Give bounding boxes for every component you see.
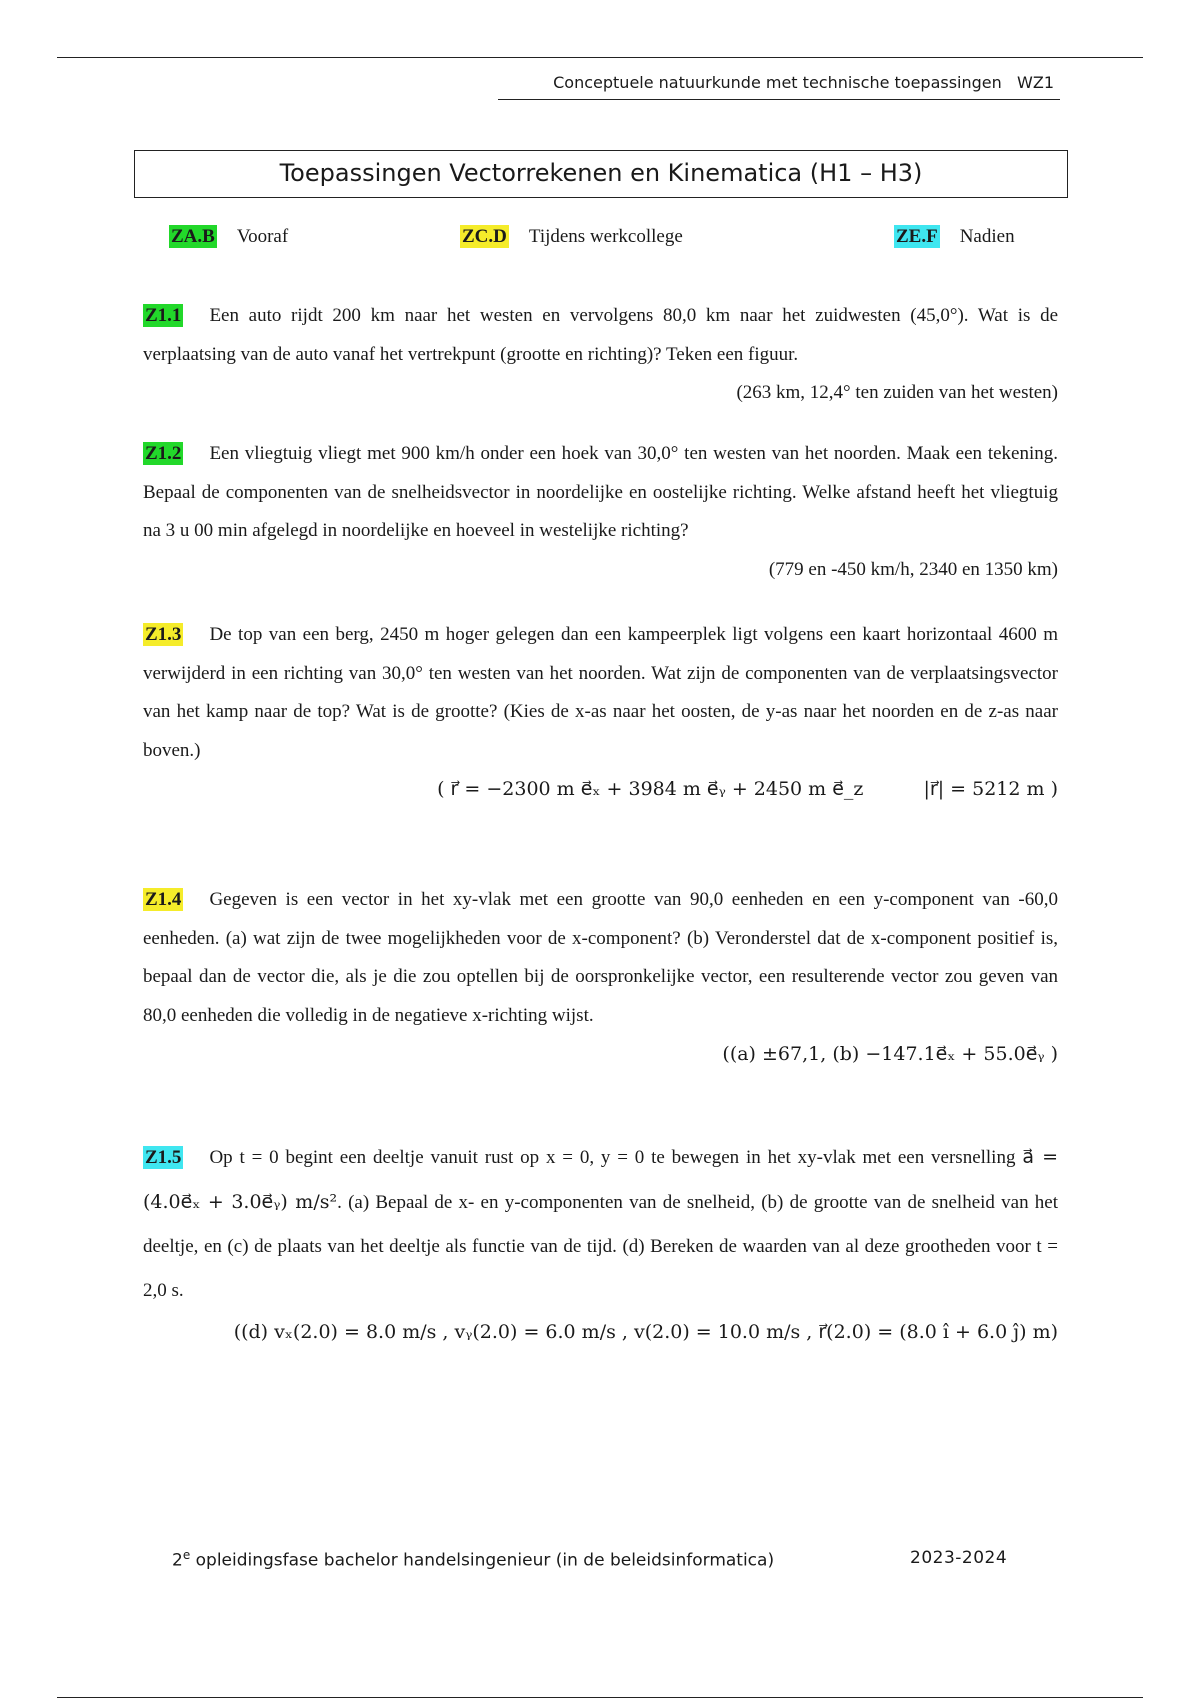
exercise-text: Een vliegtuig vliegt met 900 km/h onder een hoek van 30,0° ten westen van het noorden. Maak een tekening. Bepaal de componenten van de snelheidsvector in noordelijke en oostelijke richting. Welke afstand heeft het vliegtuig na 3 u 00 min afgelegd in noordelijke en hoeveel in westelijke richting? <box>143 443 1058 541</box>
exercise-z1-1 <box>143 297 1058 412</box>
exercise-z1-2 <box>143 435 1058 589</box>
exercise-z1-3 <box>143 616 1058 808</box>
legend-tag: ZC.D <box>462 226 507 247</box>
legend-label: Nadien <box>959 226 1015 247</box>
exercise-tag: Z1.1 <box>145 305 182 326</box>
exercise-text: Op t = 0 begint een deeltje vanuit rust op x = 0, y = 0 te bewegen in het xy-vlak met een versnelling <box>209 1147 1016 1168</box>
legend-item-during <box>460 222 683 252</box>
running-header: Conceptuele natuurkunde met technische toepassingen WZ1 <box>498 70 1060 100</box>
footer-program <box>172 1548 774 1571</box>
exercise-z1-5 <box>143 1135 1058 1351</box>
bottom-rule <box>57 1697 1143 1698</box>
legend-tag: ZE.F <box>896 226 938 247</box>
legend-item-after <box>894 222 1015 252</box>
legend-label: Tijdens werkcollege <box>528 226 683 247</box>
legend-label: Vooraf <box>236 226 289 247</box>
footer-program-sup: e <box>182 1548 191 1562</box>
exercise-text: De top van een berg, 2450 m hoger gelegen dan een kampeerplek ligt volgens een kaart horizontaal 4600 m verwijderd in een richting van 30,0° ten westen van het noorden. Wat zijn de componenten van de verplaatsingsvector van het kamp naar de top? Wat is de grootte? (Kies de x-as naar het oosten, de y-as naar het noorden en de z-as naar boven.) <box>143 624 1058 761</box>
exercise-answer: (263 km, 12,4° ten zuiden van het westen) <box>736 382 1058 403</box>
exercise-answer: ((a) ±67,1, (b) −147.1e⃗ₓ + 55.0e⃗ᵧ ) <box>722 1043 1058 1065</box>
exercise-z1-4 <box>143 881 1058 1073</box>
exercise-answer: ((d) vₓ(2.0) = 8.0 m/s , vᵧ(2.0) = 6.0 m/s , v(2.0) = 10.0 m/s , r⃗(2.0) = (8.0 î + 6.0 ĵ) m) <box>233 1321 1058 1343</box>
exercise-tag: Z1.4 <box>145 889 182 910</box>
footer-program-prefix: 2 <box>172 1550 183 1571</box>
answer-magnitude: |r⃗| = 5212 m ) <box>923 778 1058 800</box>
acceleration-formula: a⃗ = (4.0e⃗ₓ + 3.0e⃗ᵧ) m/s² <box>143 1146 1058 1213</box>
exercise-tag: Z1.2 <box>145 443 182 464</box>
legend-item-before <box>169 222 288 252</box>
top-rule <box>57 57 1143 58</box>
footer-program-text: opleidingsfase bachelor handelsingenieur (in de beleidsinformatica) <box>190 1550 775 1571</box>
exercise-text: Gegeven is een vector in het xy-vlak met een grootte van 90,0 eenheden en een y-component van -60,0 eenheden. (a) wat zijn de twee mogelijkheden voor de x-component? (b) Veronderstel dat de x-component positief is, bepaal dan de vector die, als je die zou optellen bij de oorspronkelijke vector, een resulterende vector zou geven van 80,0 eenheden die volledig in de negatieve x-richting wijst. <box>143 889 1058 1026</box>
answer-vector: ( r⃗ = −2300 m e⃗ₓ + 3984 m e⃗ᵧ + 2450 m e⃗_z <box>437 778 864 800</box>
page-title: Toepassingen Vectorrekenen en Kinematica (H1 – H3) <box>134 150 1068 198</box>
exercise-answer <box>143 770 1058 808</box>
exercise-tag: Z1.3 <box>145 624 182 645</box>
footer-year: 2023-2024 <box>910 1548 1008 1568</box>
exercise-text-continued: . (a) Bepaal de x- en y-componenten van de snelheid, (b) de grootte van de snelheid van het deeltje, en (c) de plaats van het deeltje als functie van de tijd. (d) Bereken de waarden van al deze grootheden voor t = 2,0 s. <box>143 1192 1058 1301</box>
exercise-text: Een auto rijdt 200 km naar het westen en vervolgens 80,0 km naar het zuidwesten (45,0°). Wat is de verplaatsing van de auto vanaf het vertrekpunt (grootte en richting)? Teken een figuur. <box>143 305 1058 365</box>
exercise-tag: Z1.5 <box>145 1147 182 1168</box>
exercise-answer: (779 en -450 km/h, 2340 en 1350 km) <box>768 558 1058 580</box>
legend-tag: ZA.B <box>171 226 215 247</box>
